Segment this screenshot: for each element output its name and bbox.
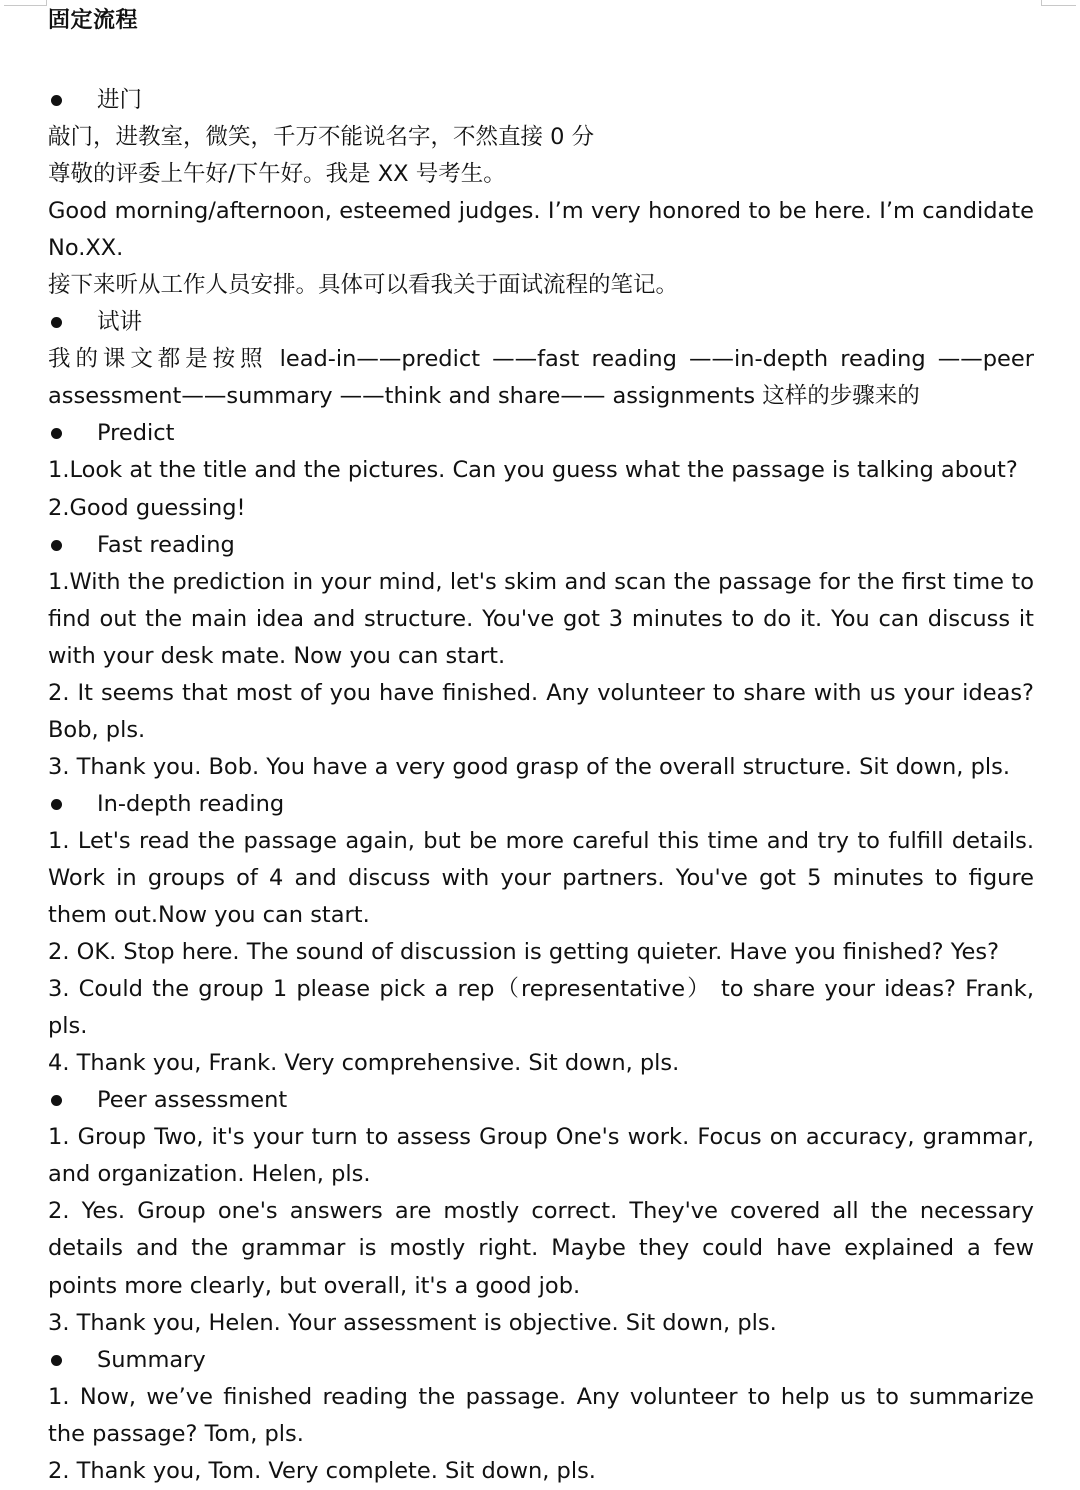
- heading-text: 进门: [97, 87, 143, 113]
- bullet-icon: [51, 540, 62, 551]
- paragraph: 1. Group Two, it's your turn to assess Group One's work. Focus on accuracy, grammar, and organization. Helen, pls.: [48, 1124, 1034, 1188]
- section-heading-peer-assessment: [48, 1082, 1034, 1119]
- section-heading-lecture: [48, 304, 1034, 341]
- paragraph: 2. Thank you, Tom. Very complete. Sit down, pls.: [48, 1457, 596, 1484]
- paragraph: 2. Yes. Group one's answers are mostly correct. They've covered all the necessary details and the grammar is mostly right. Maybe they could have explained a few points more clearly, but overall, it's a good job.: [48, 1198, 1034, 1299]
- bullet-icon: [51, 1355, 62, 1366]
- heading-text: Summary: [97, 1346, 206, 1373]
- document-body: [48, 0, 1034, 1490]
- paragraph: 1. Now, we’ve finished reading the passage. Any volunteer to help us to summarize the passage? Tom, pls.: [48, 1383, 1034, 1447]
- paragraph: 3. Thank you. Bob. You have a very good grasp of the overall structure. Sit down, pls.: [48, 753, 1010, 780]
- heading-text: Fast reading: [97, 531, 235, 558]
- paragraph: 2. OK. Stop here. The sound of discussion is getting quieter. Have you finished? Yes?: [48, 939, 1000, 966]
- section-heading-predict: [48, 415, 1034, 452]
- bullet-icon: [51, 317, 62, 328]
- paragraph: 3. Thank you, Helen. Your assessment is objective. Sit down, pls.: [48, 1309, 777, 1336]
- paragraph: 1.With the prediction in your mind, let's skim and scan the passage for the first time to find out the main idea and structure. You've got 3 minutes to do it. You can discuss it with your desk mate. Now you can start.: [48, 568, 1034, 669]
- heading-text: Predict: [97, 420, 175, 447]
- corner-crop-mark-right: [1041, 0, 1076, 6]
- heading-text: 试讲: [97, 309, 143, 336]
- paragraph: 3. Could the group 1 please pick a rep（representative） to share your ideas? Frank, pls.: [48, 976, 1034, 1040]
- corner-crop-mark-left: [4, 0, 47, 6]
- paragraph: 尊敬的评委上午好/下午好。我是 XX 号考生。: [48, 161, 506, 188]
- paragraph: 2.Good guessing!: [48, 494, 246, 521]
- paragraph: 2. It seems that most of you have finished. Any volunteer to share with us your ideas? Bob, pls.: [48, 679, 1034, 743]
- section-heading-enter: [48, 82, 1034, 119]
- paragraph: 4. Thank you, Frank. Very comprehensive. Sit down, pls.: [48, 1050, 680, 1077]
- page-title: 固定流程: [48, 8, 139, 33]
- bullet-icon: [51, 1095, 62, 1106]
- section-heading-summary: [48, 1342, 1034, 1379]
- paragraph: 敲门，进教室，微笑，千万不能说名字，不然直接 0 分: [48, 124, 595, 151]
- bullet-icon: [51, 428, 62, 439]
- bullet-icon: [51, 799, 62, 810]
- section-heading-in-depth-reading: [48, 786, 1034, 823]
- heading-text: In-depth reading: [97, 790, 285, 817]
- heading-text: Peer assessment: [97, 1087, 288, 1114]
- paragraph: Good morning/afternoon, esteemed judges. I’m very honored to be here. I’m candidate No.XX.: [48, 198, 1034, 262]
- paragraph: 1.Look at the title and the pictures. Can you guess what the passage is talking about?: [48, 457, 1018, 484]
- bullet-icon: [51, 95, 62, 106]
- spacer: [48, 36, 1034, 82]
- paragraph: 我的课文都是按照 lead-in——predict ——fast reading ——in-depth reading ——peer assessment——summary ——think and share—— assignments 这样的步骤来的: [48, 346, 1034, 410]
- paragraph: 接下来听从工作人员安排。具体可以看我关于面试流程的笔记。: [48, 272, 679, 299]
- section-heading-fast-reading: [48, 527, 1034, 564]
- paragraph: 1. Let's read the passage again, but be more careful this time and try to fulfill details. Work in groups of 4 and discuss with your partners. You've got 5 minutes to figure them out.Now you can start.: [48, 827, 1034, 929]
